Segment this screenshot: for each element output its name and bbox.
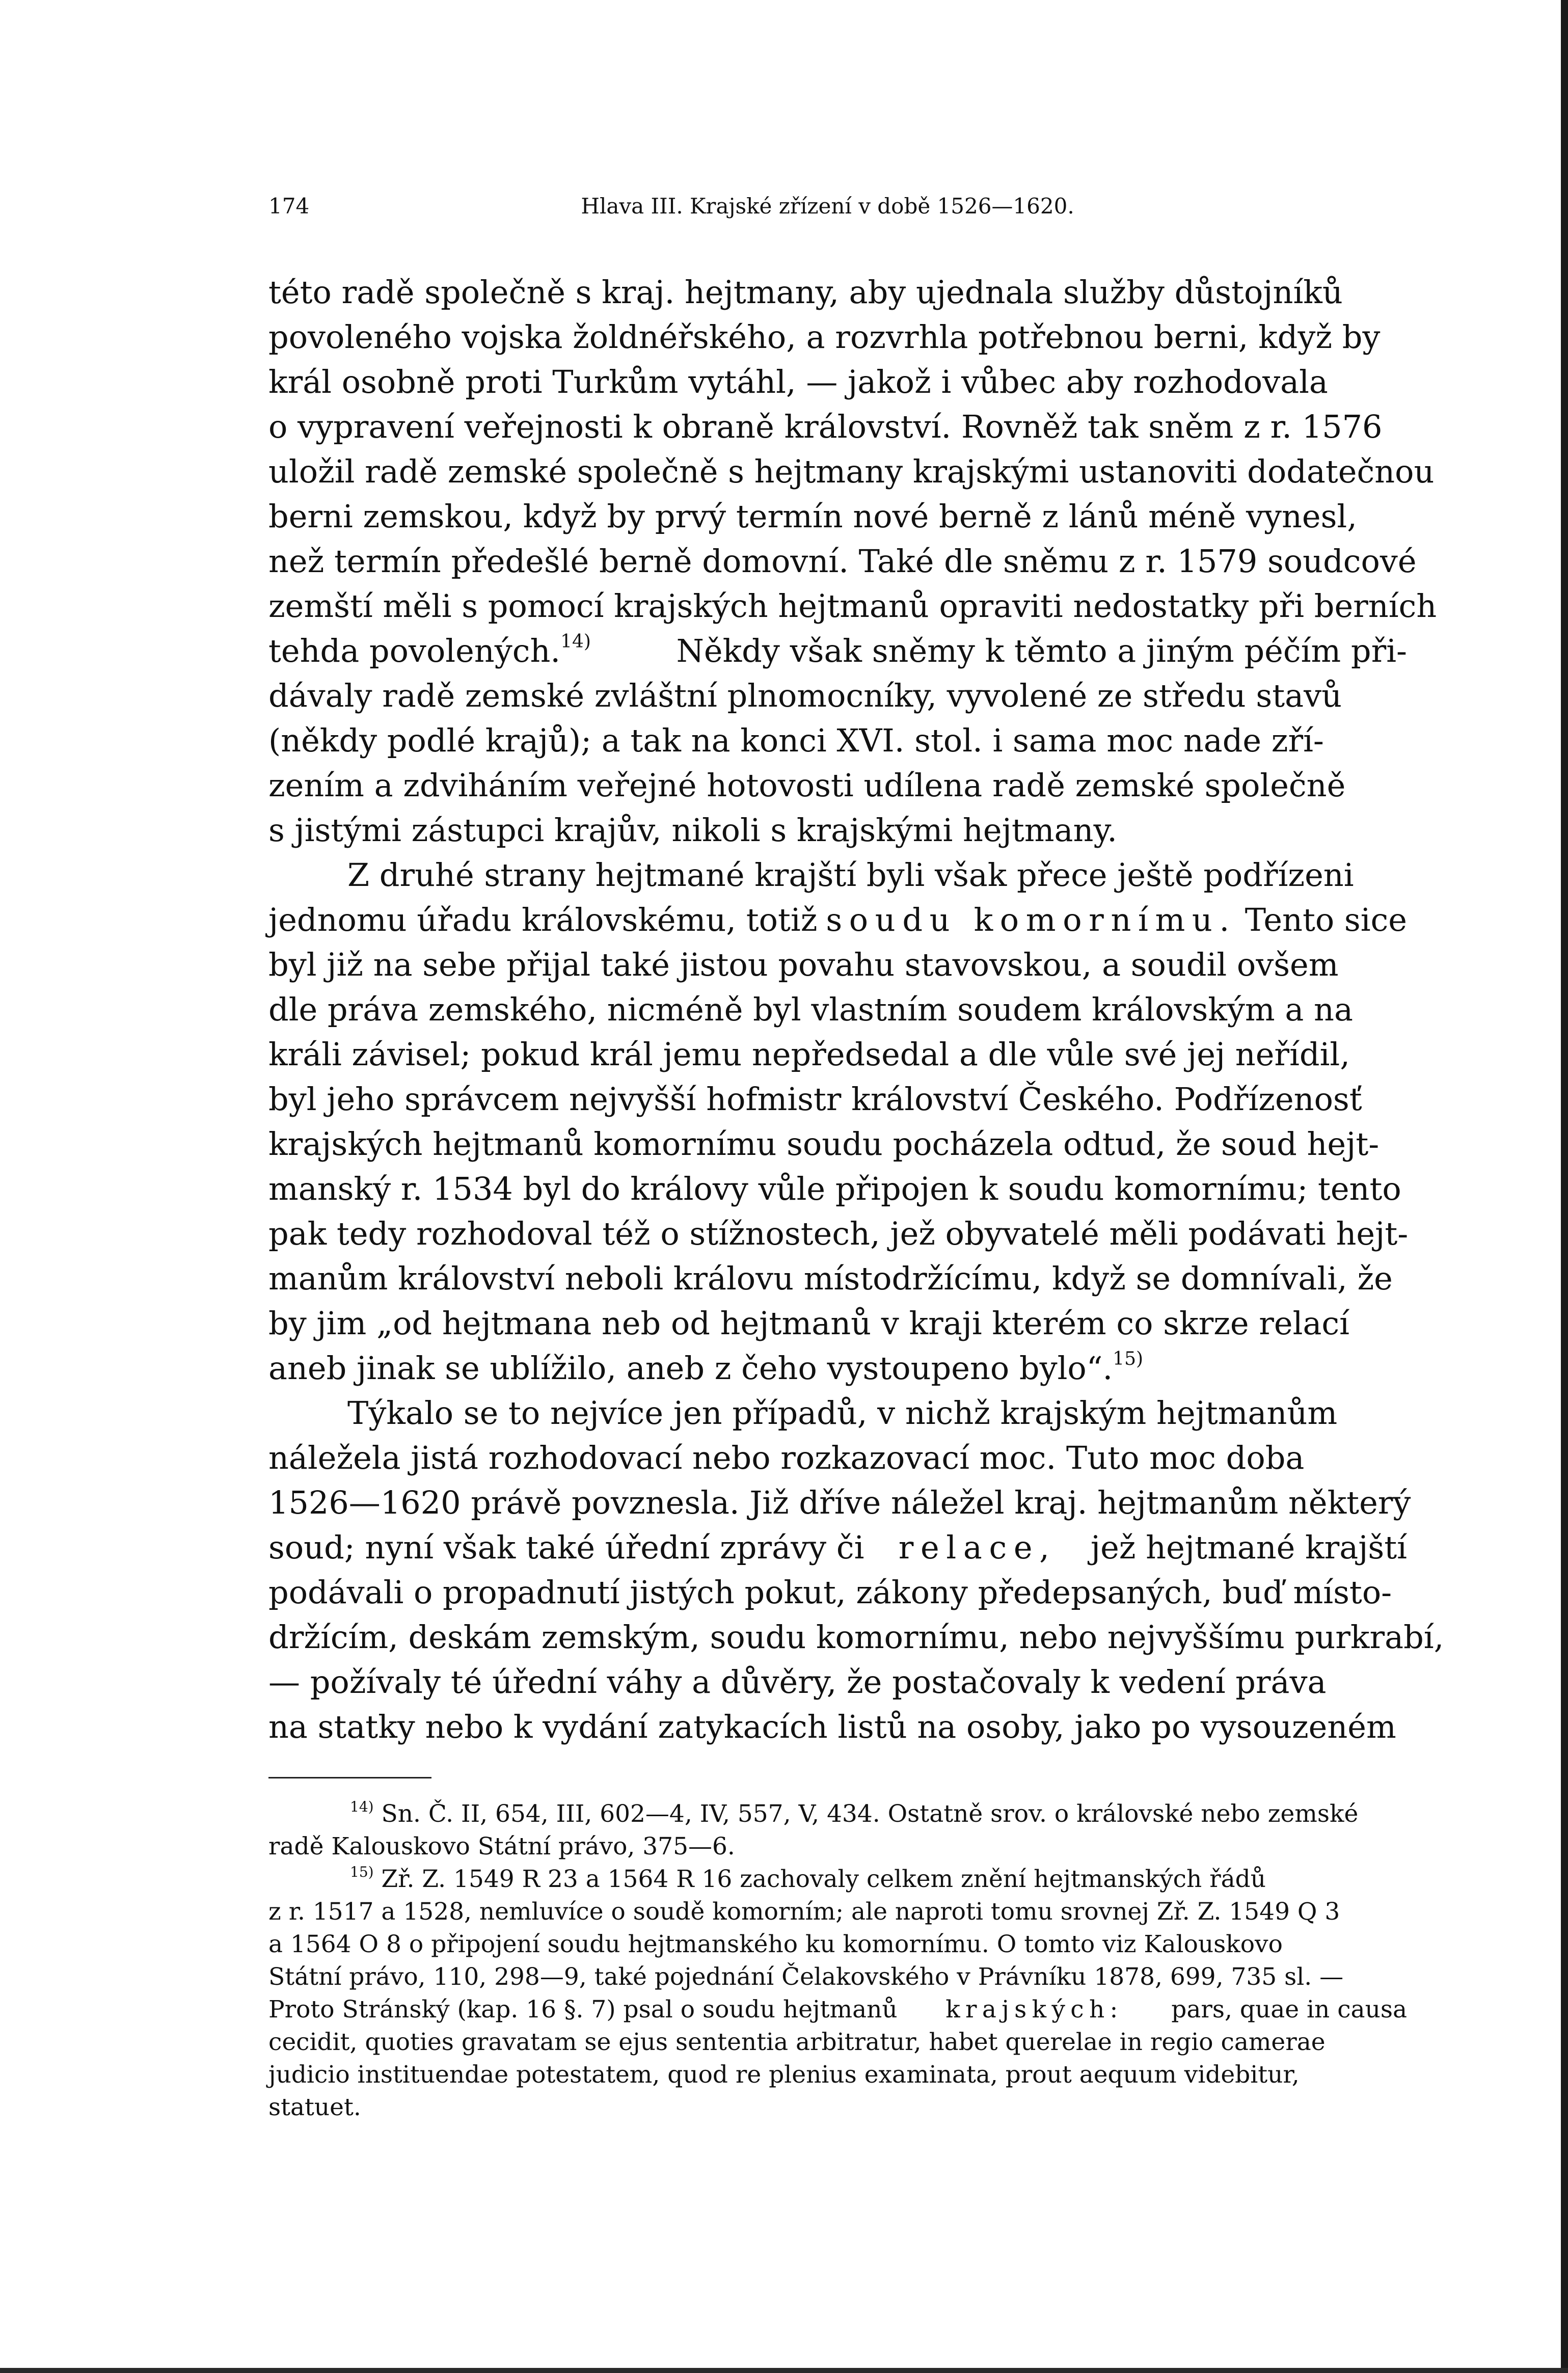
text-line [268,1993,1407,2026]
text-line: dávaly radě zemské zvláštní plnomocníky, vyvolené ze středu stavů [268,677,1342,714]
text-segment: jež hejtmané krajští [1090,1529,1407,1566]
scan-border-bottom [0,2368,1568,2373]
text-segment: Proto Stránský (kap. 16 §. 7) psal o soudu hejtmanů [268,1996,898,2024]
text-line: král osobně proti Turkům vytáhl, — jakož i vůbec aby rozhodovala [268,363,1328,400]
text-line: byl jeho správcem nejvyšší hofmistr království Českého. Podřízenosť [268,1081,1362,1118]
emphasized-text: krajských: [945,1996,1123,2024]
text-line: náležela jistá rozhodovací nebo rozkazovací moc. Tuto moc doba [268,1439,1305,1476]
text-segment: soud; nyní však také úřední zprávy či [268,1529,864,1566]
footnote-divider [268,1777,431,1778]
text-line: povoleného vojska žoldnéřského, a rozvrhla potřebnou berni, když by [268,318,1381,356]
text-segment: $^{15)}$ Zř. Z. 1549 R 23 a 1564 R 16 zachovaly celkem znění hejtmanských řádů [350,1864,1266,1893]
text-line: zením a zdviháním veřejné hotovosti udílena radě zemské společně [268,767,1346,804]
text-line: než termín předešlé berně domovní. Také dle sněmu z r. 1579 soudcové [268,543,1417,580]
text-line: této radě společně s kraj. hejtmany, aby ujednala služby důstojníků [268,274,1343,311]
text-line [268,1346,1407,1391]
text-segment: Tento sice [1245,901,1407,938]
text-line: na statky nebo k vydání zatykacích listů na osoby, jako po vysouzeném [268,1708,1396,1745]
text-line: Týkalo se to nejvíce jen případů, v nichž krajským hejtmanům [347,1394,1338,1432]
text-line [268,629,1407,673]
text-line: krajských hejtmanů komornímu soudu pocházela odtud, že soud hejt- [268,1125,1380,1163]
text-line: statuet. [268,2093,361,2121]
text-line: judicio instituendae potestatem, quod re plenius examinata, prout aequum videbitur, [268,2061,1300,2089]
footnote-15 [268,1863,1407,2124]
paragraph [268,270,1437,853]
text-line: 1526—1620 právě povznesla. Již dříve náležel kraj. hejtmanům některý [268,1484,1411,1521]
text-segment: tehda povolených.$^{14)}$ [268,631,591,669]
text-line [268,1798,1407,1830]
text-segment: $^{14)}$ Sn. Č. II, 654, III, 602—4, IV, 557, V, 434. Ostatně srov. o královské nebo zemské [350,1798,1359,1828]
text-line: s jistými zástupci krajův, nikoli s krajskými hejtmany. [268,812,1117,849]
text-line: byl již na sebe přijal také jistou povahu stavovskou, a soudil ovšem [268,946,1339,983]
text-line: manský r. 1534 byl do královy vůle připojen k soudu komornímu; tento [268,1170,1401,1207]
text-line: a 1564 O 8 o připojení soudu hejtmanského ku komornímu. O tomto viz Kalouskovo [268,1930,1283,1958]
text-line: zemští měli s pomocí krajských hejtmanů opraviti nedostatky při berních [268,587,1437,625]
text-segment: jednomu úřadu královskému, totiž [268,901,818,938]
footnote-ref-15[interactable]: 15) [1113,1349,1144,1369]
text-segment: Někdy však sněmy k těmto a jiným péčím při- [676,632,1407,669]
footnote-marker: 14) [350,1798,374,1815]
footnotes [268,1798,1407,2124]
paragraph [268,853,1407,1391]
running-head [268,194,1407,239]
text-line: radě Kalouskovo Státní právo, 375—6. [268,1832,735,1860]
text-line: králi závisel; pokud král jemu nepředsedal a dle vůle své jej neřídil, [268,1036,1350,1073]
text-line: (někdy podlé krajů); a tak na konci XVI. stol. i sama moc nade zří- [268,722,1324,759]
footnote-14 [268,1798,1407,1863]
footnote-marker: 15) [350,1864,374,1880]
chapter-title: Hlava III. Krajské zřízení v době 1526—1620. [581,194,1074,219]
text-line [268,1863,1407,1896]
text-line: Státní právo, 110, 298—9, také pojednání Čelakovského v Právníku 1878, 699, 735 sl. — [268,1963,1344,1991]
text-line: pak tedy rozhodoval též o stížnostech, jež obyvatelé měli podávati hejt- [268,1215,1409,1252]
emphasized-text: relace, [898,1529,1057,1566]
footnote-ref-14[interactable]: 14) [560,631,591,652]
text-line: o vypravení veřejnosti k obraně království. Rovněž tak sněm z r. 1576 [268,408,1383,445]
text-line: by jim „od hejtmana neb od hejtmanů v kraji kterém co skrze relací [268,1305,1349,1342]
text-line: — požívaly té úřední váhy a důvěry, že postačovaly k vedení práva [268,1663,1327,1701]
text-line [268,1525,1407,1570]
text-line: manům království neboli královu místodržícímu, když se domnívali, že [268,1260,1393,1297]
text-line: držícím, deskám zemským, soudu komornímu, nebo nejvyššímu purkrabí, [268,1619,1444,1656]
text-line: berni zemskou, když by prvý termín nové berně z lánů méně vynesl, [268,498,1357,535]
text-line: cecidit, quoties gravatam se ejus sententia arbitratur, habet querelae in regio camerae [268,2028,1326,2056]
text-line [268,898,1407,942]
text-segment: aneb jinak se ublížilo, aneb z čeho vystoupeno bylo“.$^{15)}$ [268,1349,1144,1387]
text-line: podávali o propadnutí jistých pokut, zákony předepsaných, buď místo- [268,1574,1392,1611]
text-line: dle práva zemského, nicméně byl vlastním soudem královským a na [268,991,1353,1028]
paragraph [268,1391,1444,1749]
scan-border-right [1561,0,1568,2373]
page-number: 174 [268,194,310,219]
text-line: Z druhé strany hejtmané krajští byli však přece ještě podřízeni [347,856,1354,894]
text-segment: pars, quae in causa [1171,1996,1407,2024]
book-page [268,194,1444,2124]
body-text [268,270,1444,1749]
emphasized-text: soudu komornímu. [826,901,1236,938]
text-line: uložil radě zemské společně s hejtmany krajskými ustanoviti dodatečnou [268,453,1435,490]
text-line: z r. 1517 a 1528, nemluvíce o soudě komorním; ale naproti tomu srovnej Zř. Z. 1549 Q 3 [268,1898,1340,1926]
